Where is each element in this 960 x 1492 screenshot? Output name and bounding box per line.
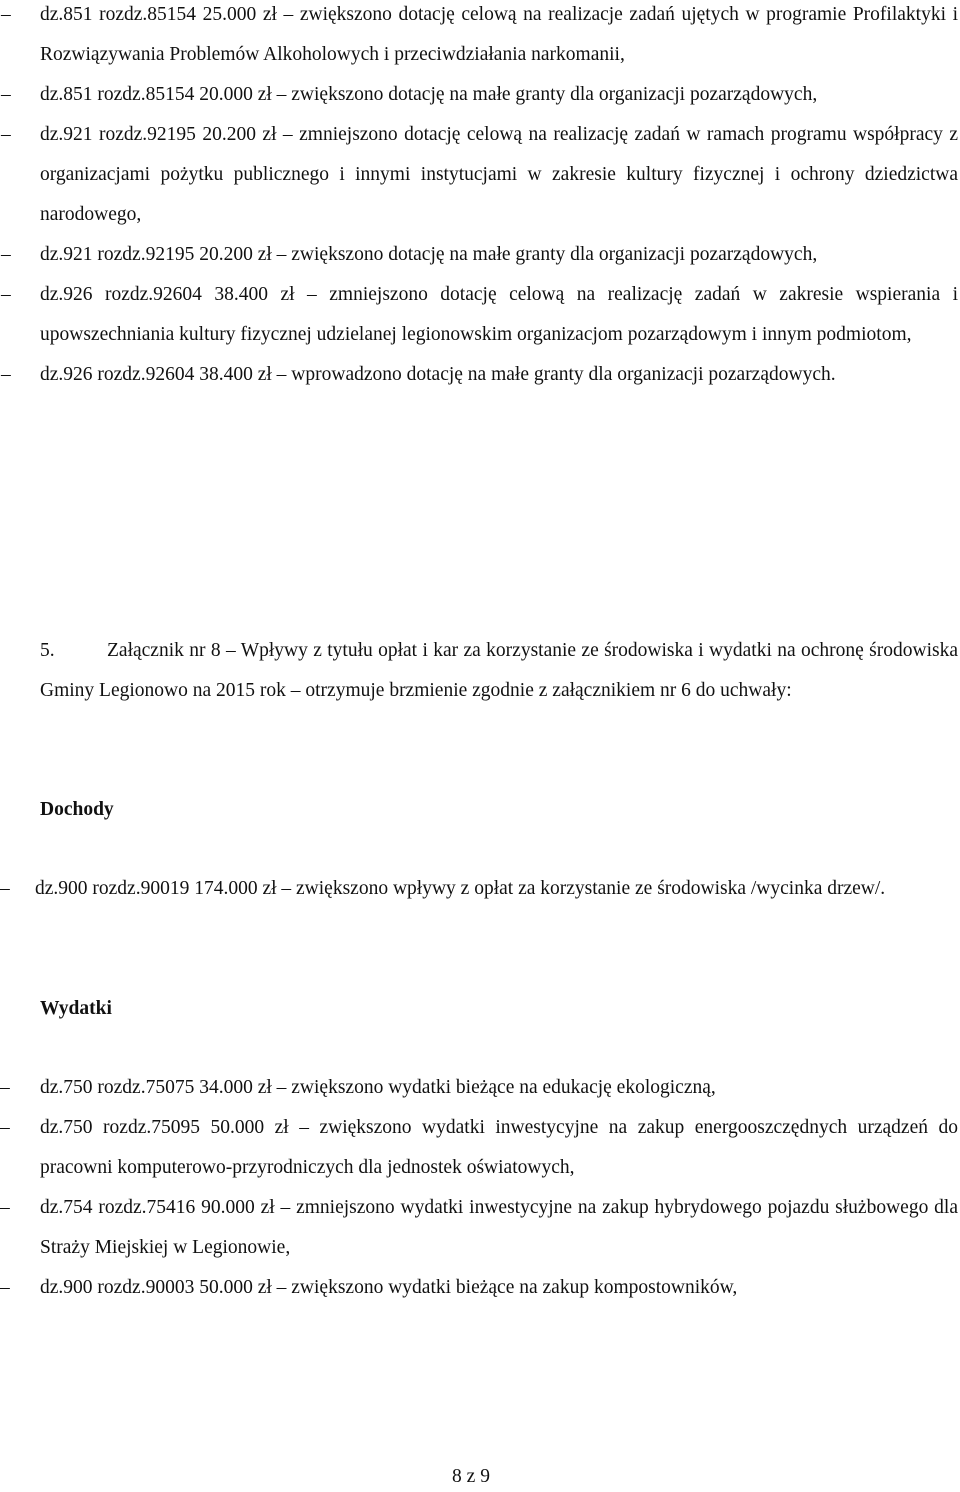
list-item bbox=[0, 1108, 958, 1188]
list-item bbox=[0, 0, 958, 75]
list-item-text: dz.900 rozdz.90003 50.000 zł – zwiększono wydatki bieżące na zakup kompostowników, bbox=[40, 1277, 738, 1298]
point-5-paragraph bbox=[40, 631, 958, 711]
dash-bullet: – bbox=[0, 1277, 10, 1298]
dash-bullet: – bbox=[1, 84, 11, 105]
dash-bullet: – bbox=[1, 364, 11, 385]
list-item-text: dz.926 rozdz.92604 38.400 zł – zmniejszono dotację celową na realizację zadań w zakresie wspierania i upowszechniania kultury fizycznej udzielanej legionowskim organizacjom pozarządowym i innym podmiotom, bbox=[40, 284, 958, 345]
point-5-text: Załącznik nr 8 – Wpływy z tytułu opłat i kar za korzystanie ze środowiska i wydatki na ochronę środowiska Gminy Legionowo na 2015 rok – otrzymuje brzmienie zgodnie z załącznikiem nr 6 do uchwały: bbox=[40, 640, 958, 701]
dash-bullet: – bbox=[1, 124, 11, 145]
list-item-text: dz.926 rozdz.92604 38.400 zł – wprowadzono dotację na małe granty dla organizacji pozarządowych. bbox=[40, 364, 836, 385]
list-item bbox=[0, 115, 958, 235]
point-number: 5. bbox=[40, 640, 55, 661]
dash-bullet: – bbox=[0, 1197, 10, 1218]
list-item-text: dz.750 rozdz.75095 50.000 zł – zwiększono wydatki inwestycyjne na zakup energooszczędnych urządzeń do pracowni komputerowo-przyrodniczych dla jednostek oświatowych, bbox=[40, 1117, 958, 1178]
wydatki-list bbox=[0, 1068, 958, 1308]
list-item bbox=[0, 355, 958, 395]
dash-bullet: – bbox=[0, 878, 10, 899]
dash-bullet: – bbox=[0, 1117, 10, 1138]
list-item bbox=[0, 275, 958, 355]
list-item bbox=[0, 75, 958, 115]
list-item-text: dz.754 rozdz.75416 90.000 zł – zmniejszono wydatki inwestycyjne na zakup hybrydowego pojazdu służbowego dla Straży Miejskiej w Legionowie, bbox=[40, 1197, 958, 1258]
dotacje-change-list bbox=[0, 0, 958, 395]
list-item-text: dz.851 rozdz.85154 20.000 zł – zwiększono dotację na małe granty dla organizacji pozarządowych, bbox=[40, 84, 818, 105]
dash-bullet: – bbox=[1, 244, 11, 265]
list-item bbox=[0, 869, 958, 909]
list-item bbox=[0, 235, 958, 275]
list-item-text: dz.900 rozdz.90019 174.000 zł – zwiększono wpływy z opłat za korzystanie ze środowiska /wycinka drzew/. bbox=[35, 878, 886, 899]
list-item-text: dz.921 rozdz.92195 20.200 zł – zwiększono dotację na małe granty dla organizacji pozarządowych, bbox=[40, 244, 818, 265]
page-number: 8 z 9 bbox=[452, 1466, 490, 1487]
dochody-heading: Dochody bbox=[40, 799, 114, 820]
dash-bullet: – bbox=[1, 4, 11, 25]
wydatki-heading: Wydatki bbox=[40, 998, 112, 1019]
dash-bullet: – bbox=[1, 284, 11, 305]
list-item-text: dz.750 rozdz.75075 34.000 zł – zwiększono wydatki bieżące na edukację ekologiczną, bbox=[40, 1077, 716, 1098]
dash-bullet: – bbox=[0, 1077, 10, 1098]
list-item bbox=[0, 1068, 958, 1108]
list-item-text: dz.851 rozdz.85154 25.000 zł – zwiększono dotację celową na realizacje zadań ujętych w programie Profilaktyki i Rozwiązywania Problemów Alkoholowych i przeciwdziałania narkomanii, bbox=[40, 4, 958, 65]
list-item bbox=[0, 1188, 958, 1268]
dochody-list bbox=[0, 869, 958, 909]
list-item-text: dz.921 rozdz.92195 20.200 zł – zmniejszono dotację celową na realizację zadań w ramach programu współpracy z organizacjami pożytku publicznego i innymi instytucjami w zakresie kultury fizycznej i ochrony dziedzictwa narodowego, bbox=[40, 124, 958, 225]
list-item bbox=[0, 1268, 958, 1308]
